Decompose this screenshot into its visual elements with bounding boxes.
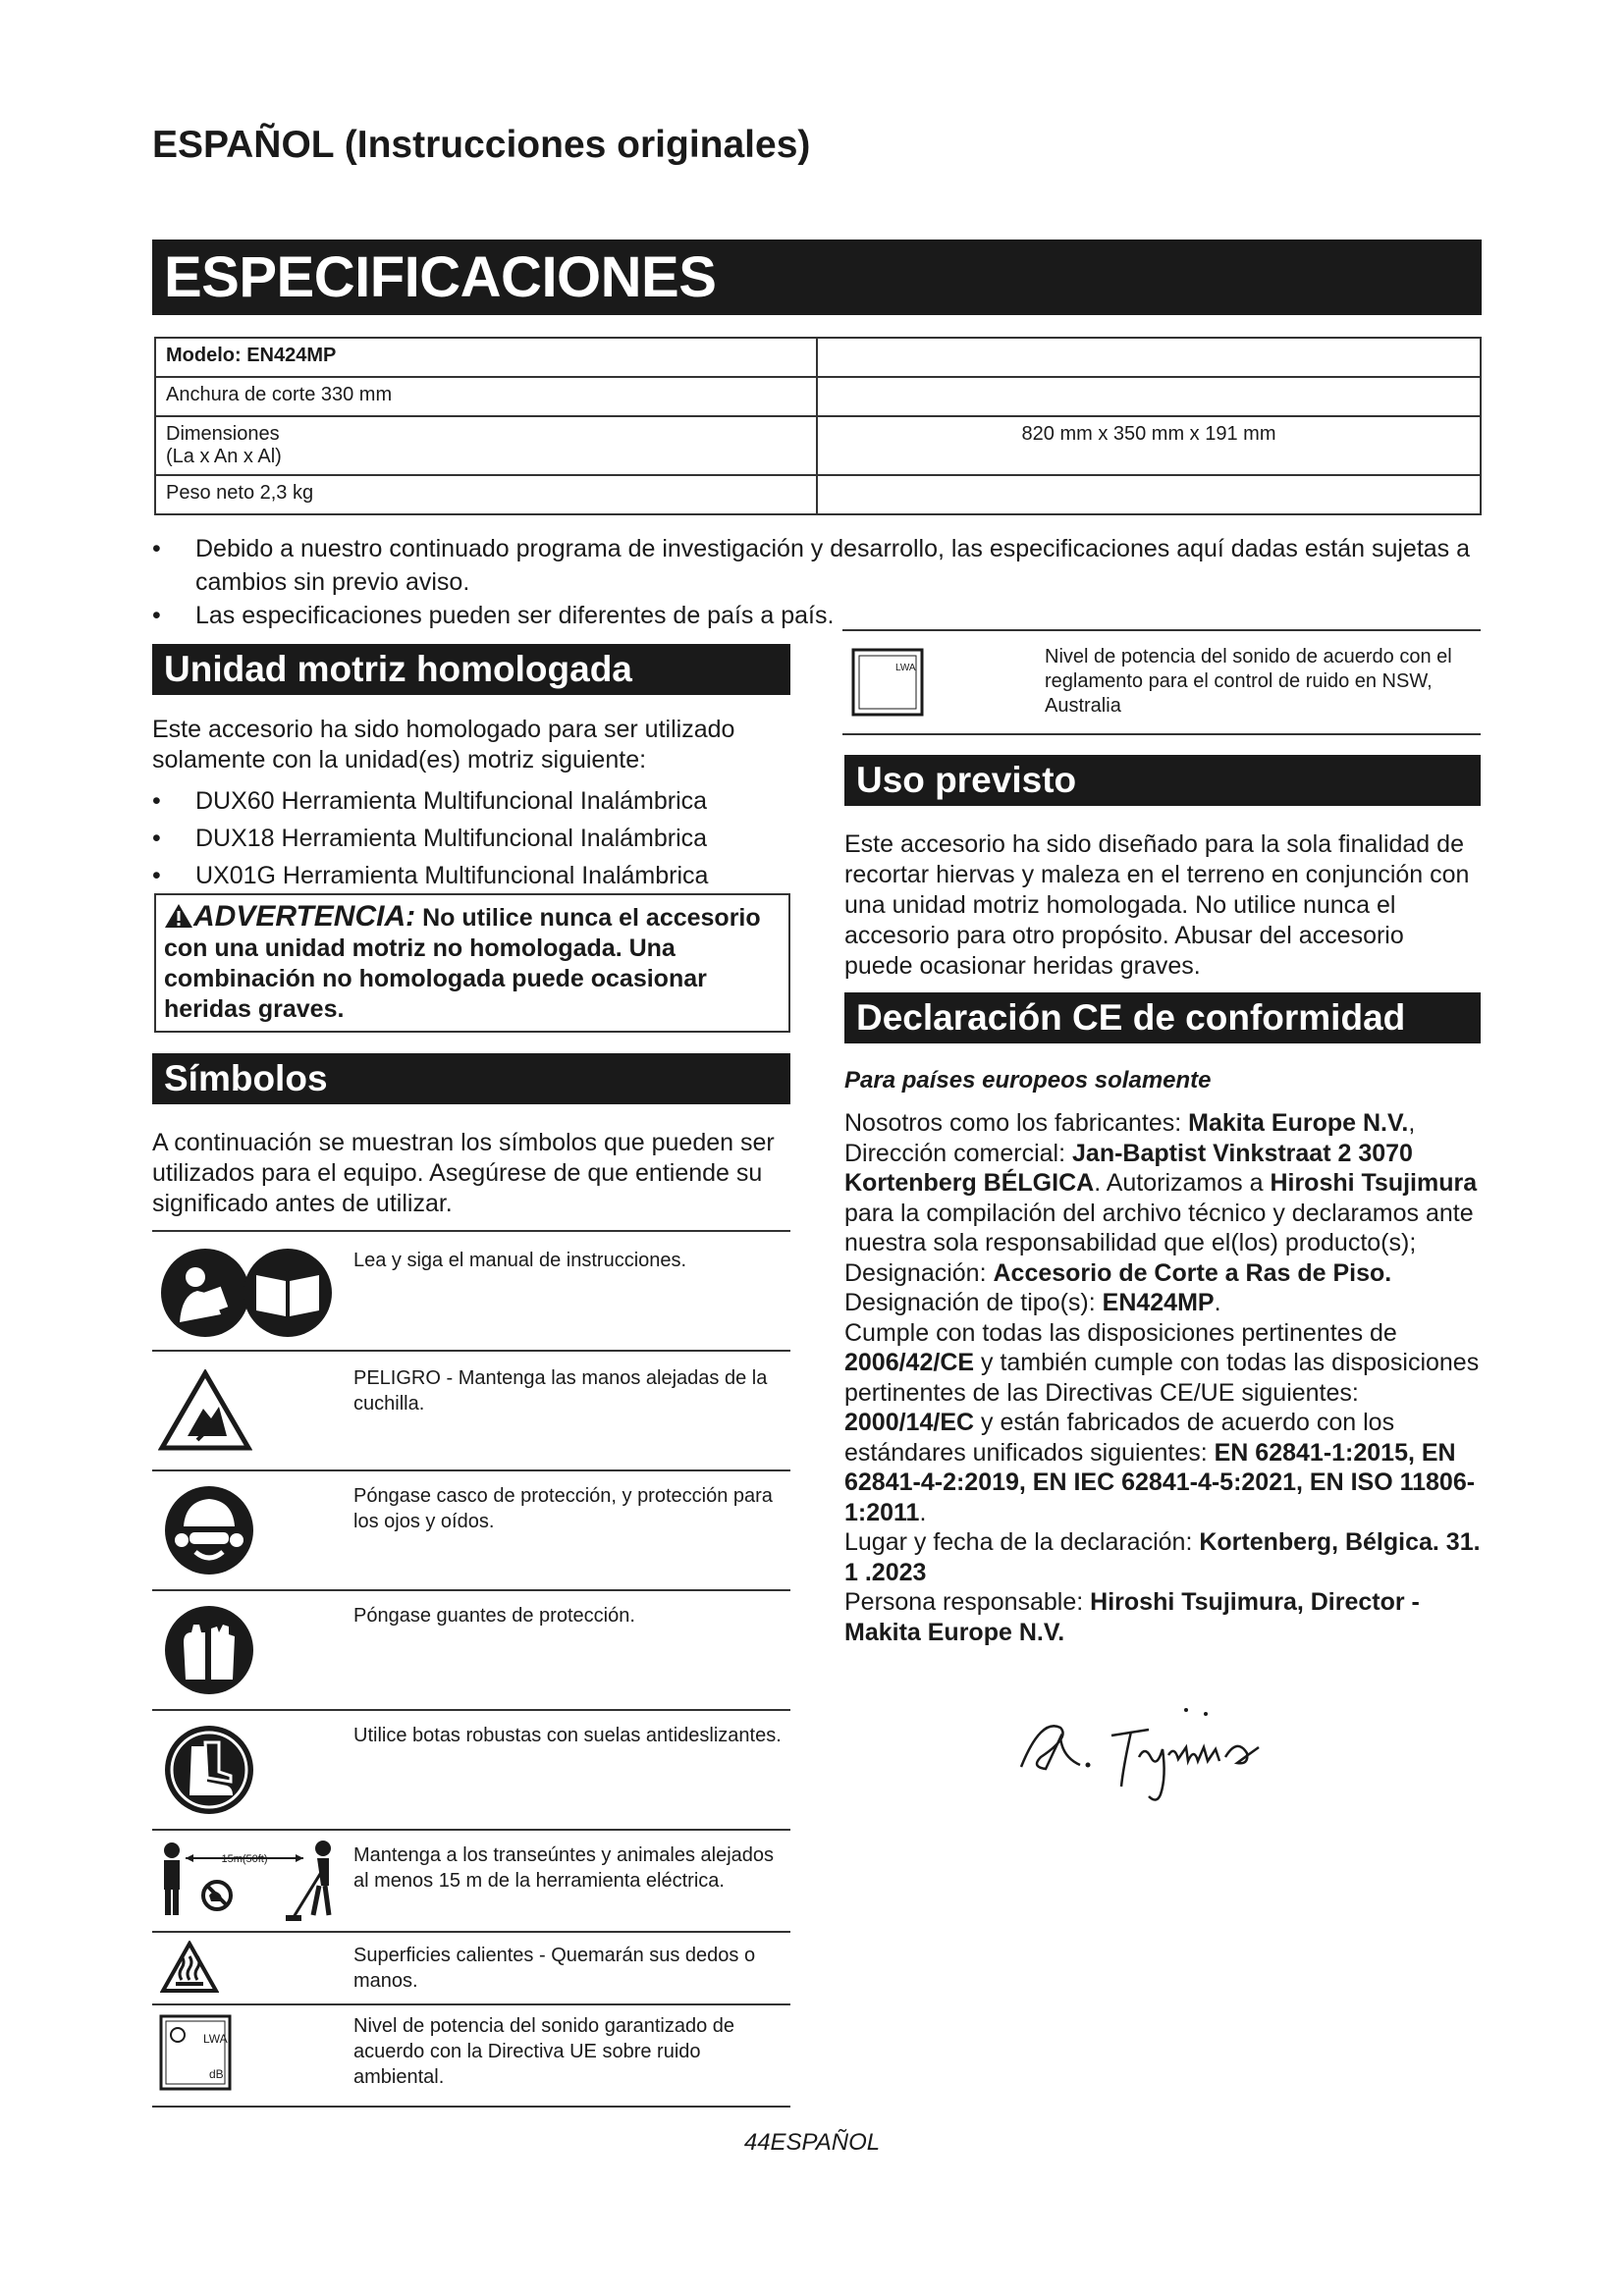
section-title-decl: Declaración CE de conformidad (844, 992, 1481, 1043)
spec-model-cell: Modelo: EN424MP (155, 338, 817, 377)
decl-text: para la compilación del archivo técnico y declaramos ante nuestra sola responsabilidad que el(los) producto(s); (844, 1199, 1474, 1256)
decl-text: y también cumple con todas las disposiciones pertinentes de las Directivas CE/UE siguientes: (844, 1349, 1480, 1407)
sound-power-icon (158, 2013, 233, 2097)
spec-label-cell: Peso neto 2,3 kg (155, 475, 817, 514)
decl-text-bold: Hiroshi Tsujimura, Director - Makita Europe N.V. (844, 1588, 1420, 1646)
nsw-noise-row (842, 629, 1481, 735)
warning-title: ADVERTENCIA: (193, 900, 416, 933)
decl-text-bold: 2000/14/EC (844, 1409, 975, 1436)
spec-value-cell (817, 475, 1481, 514)
hot-surface-icon (160, 1941, 219, 1999)
symbol-description: PELIGRO - Mantenga las manos alejadas de la cuchilla. (353, 1367, 768, 1415)
spec-label-cell: Anchura de corte 330 mm (155, 377, 817, 416)
spec-label-line: Dimensiones (166, 423, 280, 445)
list-item: • Debido a nuestro continuado programa de investigación y desarrollo, las especificaciones aquí dadas están sujetas a cambios sin previo aviso. (152, 532, 1488, 599)
table-row (152, 1933, 790, 2005)
uso-text: Este accesorio ha sido diseñado para la sola finalidad de recortar hiervas y maleza en el terreno en conjunción con una unidad motriz homologada. No utilice nunca el accesorio para otro propósito. Abusar del accesorio puede ocasionar heridas graves. (844, 830, 1470, 980)
decl-text: Designación de tipo(s): (844, 1289, 1103, 1316)
warning-text: No utilice nunca el accesorio con una unidad motriz no homologada. Una combinación no homologada puede ocasionar heridas graves. (164, 904, 761, 1023)
decl-designation (844, 1258, 1481, 1289)
table-row (152, 1352, 790, 1471)
decl-text: y están fabricados de acuerdo con los estándares unificados siguientes: (844, 1409, 1395, 1467)
svg-text:LWA: LWA (895, 663, 916, 673)
signature (1001, 1679, 1335, 1811)
svg-text:LWA: LWA (203, 2032, 228, 2046)
list-item: • DUX60 Herramienta Multifuncional Inalámbrica (152, 782, 800, 820)
page-heading: ESPAÑOL (Instrucciones originales) (152, 124, 811, 166)
keep-distance-icon (156, 1837, 343, 1930)
symbol-description: Nivel de potencia del sonido garantizado de acuerdo con la Directiva UE sobre ruido ambiental. (353, 2015, 735, 2088)
svg-text:15m(50ft): 15m(50ft) (221, 1853, 268, 1865)
decl-text-bold: EN 62841-1:2015, EN 62841-4-2:2019, EN IEC 62841-4-5:2021, EN ISO 11806-1:2011 (844, 1438, 1476, 1526)
decl-text: Lugar y fecha de la declaración: (844, 1528, 1200, 1556)
decl-compliance (844, 1318, 1481, 1528)
decl-text-bold: Kortenberg, Bélgica. 31. 1 .2023 (844, 1528, 1481, 1586)
decl-text-bold: Hiroshi Tsujimura (1270, 1169, 1478, 1197)
page-footer: 44ESPAÑOL (743, 2129, 881, 2156)
table-row (152, 1471, 790, 1591)
table-row (155, 475, 1481, 514)
decl-text-bold: EN424MP (1102, 1289, 1215, 1316)
spec-value-cell (817, 338, 1481, 377)
decl-text: Nosotros como los fabricantes: (844, 1109, 1189, 1137)
decl-place-date (844, 1527, 1481, 1587)
decl-text-bold: Accesorio de Corte a Ras de Piso. (993, 1258, 1392, 1287)
decl-text: Cumple con todas las disposiciones pertinentes de (844, 1318, 1397, 1347)
list-item: • UX01G Herramienta Multifuncional Inalámbrica (152, 857, 800, 894)
unidad-intro: Este accesorio ha sido homologado para ser utilizado solamente con la unidad(es) motriz siguiente: (152, 716, 735, 774)
section-title-unidad: Unidad motriz homologada (152, 644, 790, 695)
decl-text: . (1214, 1289, 1221, 1316)
nsw-description: Nivel de potencia del sonido de acuerdo con el reglamento para el control de ruido en NSW, Australia (1045, 646, 1452, 717)
table-row (155, 377, 1481, 416)
symbol-description: Lea y siga el manual de instrucciones. (353, 1250, 687, 1271)
spec-table (154, 337, 1482, 515)
read-manual-icon (158, 1246, 335, 1345)
decl-text-bold: Makita Europe N.V. (1188, 1109, 1409, 1137)
symbol-description: Póngase guantes de protección. (353, 1605, 635, 1627)
symbols-table (152, 1230, 790, 2108)
spec-banner: ESPECIFICACIONES (152, 240, 1482, 315)
decl-responsible (844, 1587, 1481, 1647)
warning-box (154, 893, 790, 1033)
decl-text-bold: 2006/42/CE (844, 1349, 975, 1376)
unidad-list (152, 782, 800, 894)
danger-blade-icon (158, 1369, 252, 1457)
table-row (155, 338, 1481, 377)
warning-icon (164, 903, 193, 929)
gloves-icon (162, 1603, 256, 1702)
list-item: • Las especificaciones pueden ser diferentes de país a país. (152, 599, 1488, 632)
decl-text: , Dirección comercial: (844, 1109, 1416, 1167)
spec-value-cell: 820 mm x 350 mm x 191 mm (817, 416, 1481, 475)
table-row (152, 1591, 790, 1711)
table-row (155, 416, 1481, 475)
table-row (152, 1711, 790, 1831)
spec-value-cell (817, 377, 1481, 416)
symbol-description: Mantenga a los transeúntes y animales alejados al menos 15 m de la herramienta eléctrica. (353, 1844, 775, 1892)
table-row (152, 1232, 790, 1352)
decl-body (844, 1108, 1481, 1647)
spec-label-cell (155, 416, 817, 475)
decl-text: Persona responsable: (844, 1588, 1091, 1616)
spec-notes (152, 532, 1488, 632)
spec-label-line: (La x An x Al) (166, 446, 282, 467)
symbol-description: Póngase casco de protección, y protección para los ojos y oídos. (353, 1485, 773, 1532)
svg-text:dB: dB (209, 2067, 224, 2081)
section-title-simbolos: Símbolos (152, 1053, 790, 1104)
helmet-goggles-earmuffs-icon (162, 1483, 256, 1582)
decl-type (844, 1288, 1481, 1318)
list-item: • DUX18 Herramienta Multifuncional Inalámbrica (152, 820, 800, 857)
section-title-uso: Uso previsto (844, 755, 1481, 806)
decl-text: . (919, 1498, 927, 1526)
decl-paragraph (844, 1108, 1481, 1258)
boots-icon (162, 1723, 256, 1822)
symbol-description: Utilice botas robustas con suelas antideslizantes. (353, 1725, 782, 1746)
decl-text-bold: Jan-Baptist Vinkstraat 2 3070 Kortenberg BÉLGICA (844, 1139, 1413, 1197)
table-row (152, 1831, 790, 1933)
decl-text: . Autorizamos a (1094, 1169, 1271, 1197)
sound-power-nsw-icon (850, 647, 925, 722)
table-row (152, 2005, 790, 2108)
decl-subtitle: Para países europeos solamente (844, 1067, 1212, 1094)
decl-text: Designación: (844, 1258, 994, 1287)
simbolos-intro: A continuación se muestran los símbolos que pueden ser utilizados para el equipo. Asegúrese de que entiende su significado antes de utilizar. (152, 1129, 775, 1217)
symbol-description: Superficies calientes - Quemarán sus dedos o manos. (353, 1945, 756, 1992)
